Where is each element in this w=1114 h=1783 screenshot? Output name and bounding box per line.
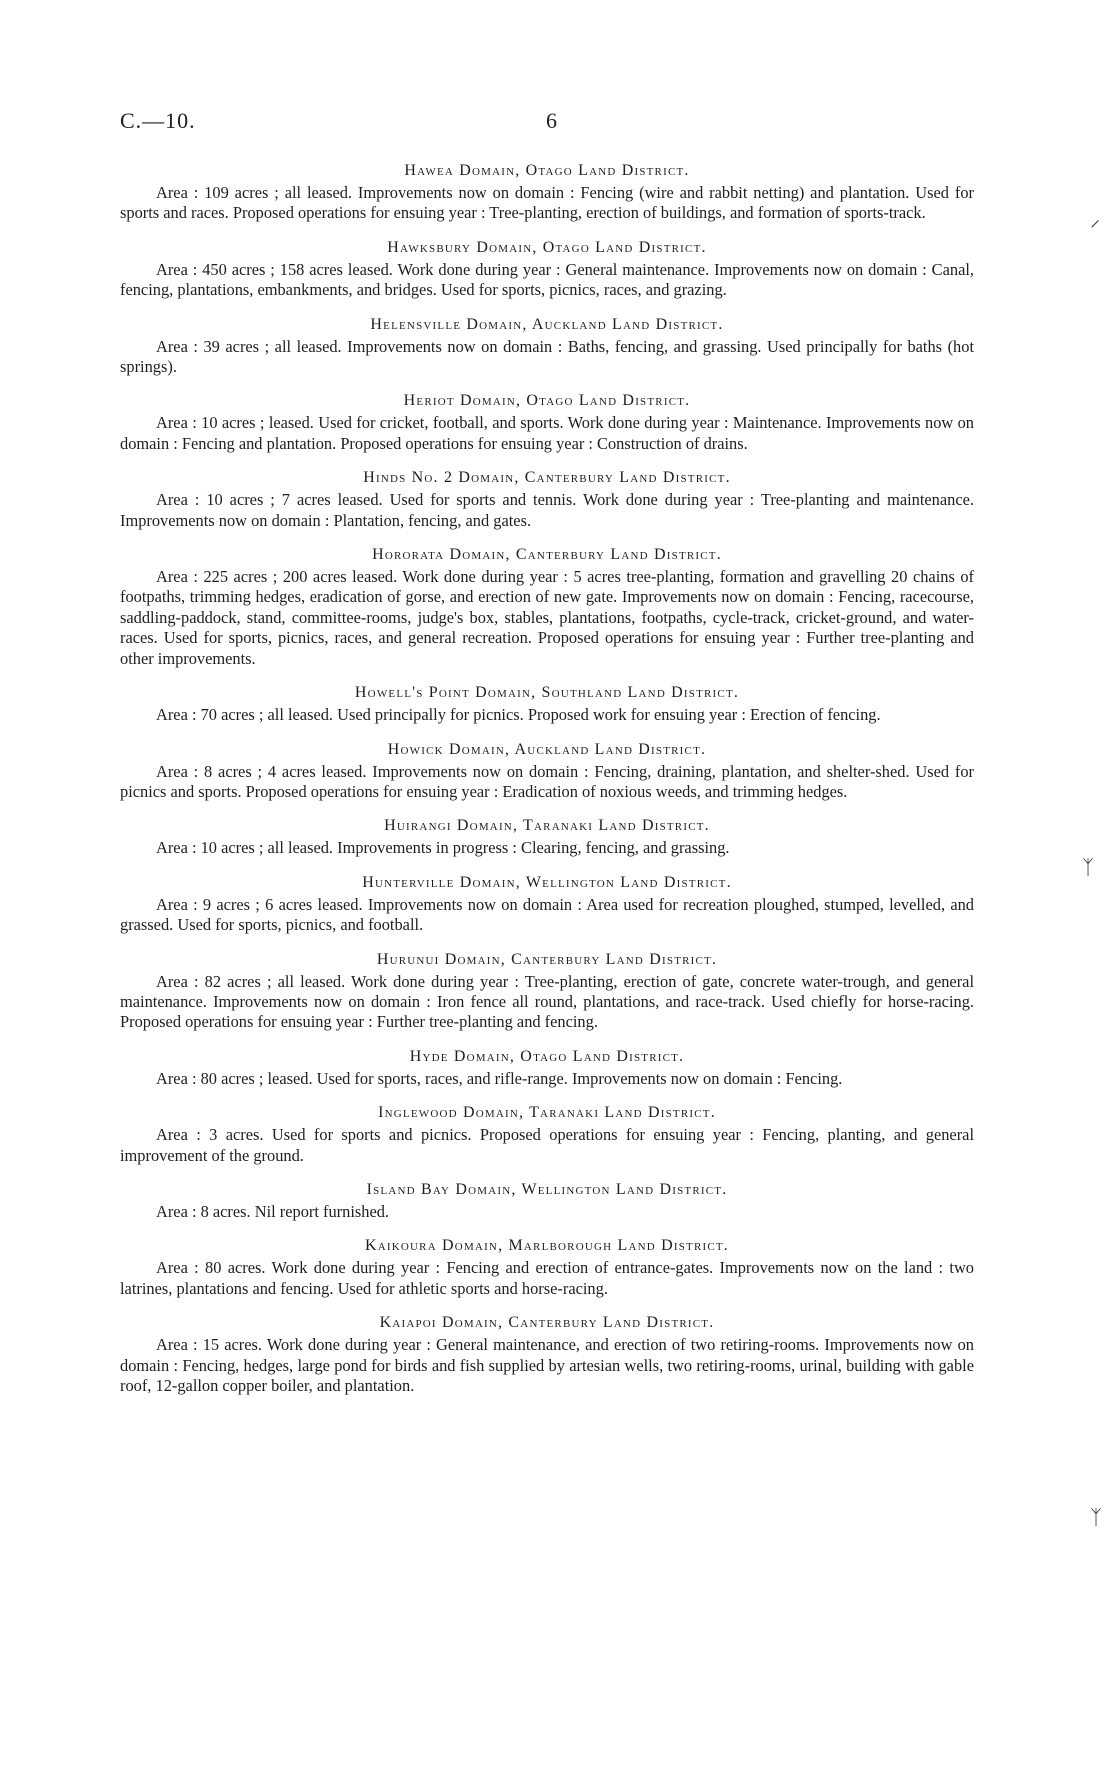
domain-entry bbox=[120, 815, 974, 858]
entry-heading: Helensville Domain, Auckland Land District. bbox=[370, 315, 724, 333]
entry-heading: Hyde Domain, Otago Land District. bbox=[409, 1047, 685, 1065]
page-number: 6 bbox=[546, 108, 557, 133]
domain-entries bbox=[120, 160, 974, 1409]
entry-heading: Hawksbury Domain, Otago Land District. bbox=[387, 238, 707, 256]
entry-text: Area : 70 acres ; all leased. Used principally for picnics. Proposed work for ensuing year : Erection of fencing. bbox=[156, 705, 881, 725]
domain-entry bbox=[120, 544, 974, 669]
page-reference: C.—10. bbox=[120, 108, 196, 133]
domain-entry bbox=[120, 872, 974, 936]
domain-entry bbox=[120, 739, 974, 803]
margin-check-mark: ᛉ bbox=[1090, 1505, 1102, 1529]
domain-entry bbox=[120, 467, 974, 531]
entry-heading: Hororata Domain, Canterbury Land District. bbox=[372, 546, 722, 564]
entry-heading: Hurunui Domain, Canterbury Land District. bbox=[376, 950, 718, 968]
domain-entry bbox=[120, 390, 974, 454]
domain-entry bbox=[120, 160, 974, 224]
entry-heading: Island Bay Domain, Wellington Land District. bbox=[366, 1180, 728, 1198]
entry-text: Area : 450 acres ; 158 acres leased. Work done during year : General maintenance. Improvements now on domain : Canal, fencing, plantations, embankments, and bridges. Used for sports, picnics, races, and grazing. bbox=[120, 259, 974, 300]
entry-text: Area : 10 acres ; all leased. Improvements in progress : Clearing, fencing, and grassing. bbox=[156, 838, 730, 858]
domain-entry bbox=[120, 314, 974, 378]
entry-text: Area : 82 acres ; all leased. Work done during year : Tree-planting, erection of gate, concrete water-trough, and general maintenance. Improvements now on domain : Iron fence all round, plantations, and race-track. Used chiefly for horse-racing. Proposed operations for ensuing year : Further tree-planting and fencing. bbox=[120, 971, 974, 1032]
entry-text: Area : 9 acres ; 6 acres leased. Improvements now on domain : Area used for recreation ploughed, stumped, levelled, and grassed. Used for sports, picnics, and football. bbox=[120, 894, 974, 935]
entry-text: Area : 10 acres ; 7 acres leased. Used for sports and tennis. Work done during year : Tree-planting and maintenance. Improvements now on domain : Plantation, fencing, and gates. bbox=[120, 490, 974, 530]
entry-heading: Kaikoura Domain, Marlborough Land District. bbox=[364, 1237, 730, 1255]
entry-text: Area : 8 acres ; 4 acres leased. Improvements now on domain : Fencing, draining, plantation, and shelter-shed. Used for picnics and sports. Proposed operations for ensuing year : Eradication of noxious weeds, and trimming hedges. bbox=[120, 761, 974, 801]
domain-entry bbox=[120, 1312, 974, 1396]
entry-text: Area : 80 acres ; leased. Used for sports, races, and rifle-range. Improvements now on domain : Fencing. bbox=[156, 1068, 843, 1088]
entry-heading: Inglewood Domain, Taranaki Land District. bbox=[378, 1104, 716, 1122]
entry-text: Area : 109 acres ; all leased. Improvements now on domain : Fencing (wire and rabbit netting) and plantation. Used for sports and races. Proposed operations for ensuing year : Tree-planting, erection of buildings, and formation of sports-track. bbox=[120, 183, 974, 223]
entry-text: Area : 80 acres. Work done during year : Fencing and erection of entrance-gates. Improvements now on the land : two latrines, plantations and fencing. Used for athletic sports and horse-racing. bbox=[120, 1258, 974, 1298]
entry-heading: Hawea Domain, Otago Land District. bbox=[404, 162, 690, 179]
entry-text: Area : 39 acres ; all leased. Improvements now on domain : Baths, fencing, and grassing. Used principally for baths (hot springs). bbox=[120, 336, 974, 377]
entry-heading: Hunterville Domain, Wellington Land District. bbox=[362, 873, 732, 891]
entry-heading: Heriot Domain, Otago Land District. bbox=[403, 392, 691, 410]
domain-entry bbox=[120, 1235, 974, 1299]
domain-entry bbox=[120, 949, 974, 1033]
entry-heading: Howell's Point Domain, Southland Land District. bbox=[354, 684, 740, 702]
entry-text: Area : 3 acres. Used for sports and picnics. Proposed operations for ensuing year : Fencing, planting, and general improvement of the ground. bbox=[120, 1125, 974, 1165]
domain-entry bbox=[120, 1102, 974, 1166]
entry-heading: Kaiapoi Domain, Canterbury Land District. bbox=[379, 1314, 715, 1332]
entry-heading: Hinds No. 2 Domain, Canterbury Land District. bbox=[363, 469, 731, 487]
entry-heading: Howick Domain, Auckland Land District. bbox=[387, 740, 707, 758]
domain-entry bbox=[120, 1046, 974, 1089]
margin-mark: ⸝ bbox=[1090, 207, 1100, 231]
entry-text: Area : 8 acres. Nil report furnished. bbox=[156, 1201, 390, 1221]
entry-text: Area : 10 acres ; leased. Used for cricket, football, and sports. Work done during year : Maintenance. Improvements now on domain : Fencing and plantation. Proposed operations for ensuing year : Construction of drains. bbox=[120, 413, 974, 453]
domain-entry bbox=[120, 1179, 974, 1222]
domain-entry bbox=[120, 237, 974, 301]
entry-text: Area : 225 acres ; 200 acres leased. Work done during year : 5 acres tree-planting, formation and gravelling 20 chains of footpaths, trimming hedges, eradication of gorse, and erection of new gate. Improvements now on domain : Fencing, racecourse, saddling-paddock, stand, committee-rooms, judge's box, stables, plantations, footpaths, cycle-track, cricket-ground, and water-races. Used for sports, picnics, races, and general recreation. Proposed operations for ensuing year : Further tree-planting and other improvements. bbox=[120, 567, 974, 668]
domain-entry bbox=[120, 682, 974, 725]
margin-check-mark: ᛉ bbox=[1082, 855, 1094, 879]
entry-heading: Huirangi Domain, Taranaki Land District. bbox=[384, 817, 710, 835]
entry-text: Area : 15 acres. Work done during year : General maintenance, and erection of two retiring-rooms. Improvements now on domain : Fencing, hedges, large pond for birds and fish supplied by artesian wells, two retiring-rooms, urinal, building with gable roof, 12-gallon copper boiler, and plantation. bbox=[120, 1335, 974, 1395]
